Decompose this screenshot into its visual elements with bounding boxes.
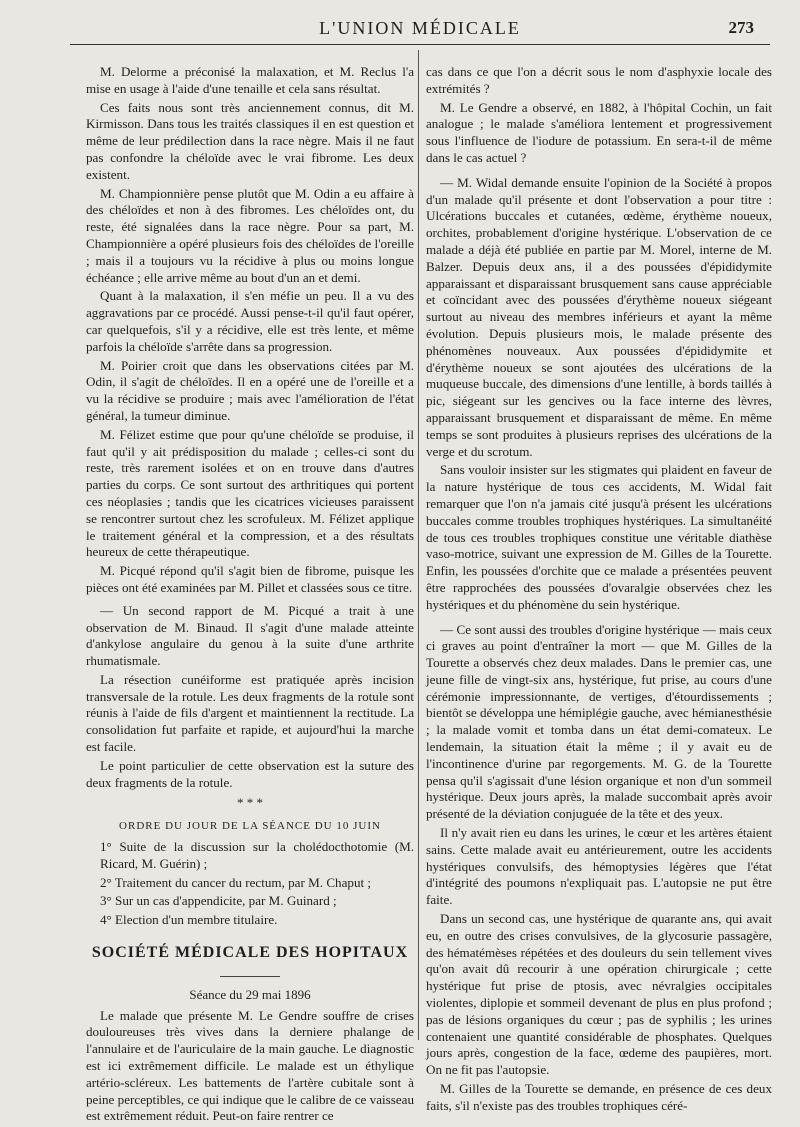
paragraph: Il n'y avait rien eu dans les urines, le cœur et les artères étaient sains. Cette malade avait eu antérieurement, outre les accidents hystériques convulsifs, des hémoptysies légères que l'état d'intégrité des poumons n'expliquait pas. L'autopsie ne put être faite. (426, 825, 772, 908)
paragraph: — M. Widal demande ensuite l'opinion de la Société à propos d'un malade qu'il présente et dont l'observation a pour titre : Ulcérations buccales et cutanées, œdème, érythème noueux, orchites, probablement d'origine hystérique. L'observation de ce malade a déjà été publiée en partie par M. Morel, interne de M. Balzer. Depuis deux ans, il a des poussées d'épididymite apparaissant et disparaissant brusquement sans cause appréciable et coïncidant avec des poussées d'érythème noueux siégeant surtout au niveau des membres inférieurs et ayant la même évolution. Depuis plusieurs mois, le malade présente des phénomènes nouveaux. Aux poussées d'épididymite et d'érythème noueux se sont ajoutées des ulcérations de la muqueuse buccale, des dimensions d'une lentille, à bords taillés à pic, siégeant sur les gencives ou la face interne des lèvres, apparaissant brusquement et disparaissant de même. En même temps se sont produites à plusieurs reprises des ulcérations de la verge et du scrotum. (426, 174, 772, 459)
paragraph: M. Le Gendre a observé, en 1882, à l'hôpital Cochin, un fait analogue ; le malade s'améliora lentement et progressivement sous l'influence de l'iodure de potassium. En sera-t-il de même dans le cas actuel ? (426, 99, 772, 165)
paragraph: — Ce sont aussi des troubles d'origine hystérique — mais ceux ci graves au point d'entraîner la mort — que M. Gilles de la Tourette a observés chez deux malades. Dans le premier cas, une jeune fille de vingt-six ans, hystérique, fut prise, au cours d'une cérémonie impressionnante, de vertiges, d'étourdissements ; bientôt se développa une hémiplégie gauche, avec hémianesthésie ; la malade vomit et tomba dans un état demi-comateux. Le lendemain, la situation était la même ; il y avait eu de l'incontinence d'urine par regorgements. M. G. de la Tourette pensa qu'il s'agissait d'une lésion organique et non d'un sommeil hystérique. Deux jours après, la malade succombait après avoir présenté de la déviation conjuguée de la tête et des yeux. (426, 621, 772, 822)
section-rule (220, 976, 280, 977)
left-column (86, 64, 414, 1127)
paragraph: Ces faits nous sont très anciennement connus, dit M. Kirmisson. Dans tous les traités classiques il en est question et même de leur prédilection dans la race nègre. Mais il ne faut pas confondre la chéloïde avec le vrai fibrome. Les deux existent. (86, 99, 414, 182)
paragraph: M. Gilles de la Tourette se demande, en présence de ces deux faits, s'il n'existe pas des troubles trophiques céré- (426, 1081, 772, 1113)
agenda-title: ORDRE DU JOUR DE LA SÉANCE DU 10 JUIN (119, 820, 381, 833)
paragraph: M. Poirier croit que dans les observations citées par M. Odin, il s'agit de chéloïdes. Il en a opéré une de l'oreille et a vu la récidive se produire ; mais avec l'amélioration de l'état général, la tumeur diminue. (86, 357, 414, 423)
paragraph: La résection cunéiforme est pratiquée après incision transversale de la rotule. Les deux fragments de la rotule sont réunis à l'aide de fils d'argent et maintiennent la rectitude. La consolidation fut parfaite et rapide, et aujourd'hui la marche est facile. (86, 671, 414, 755)
paragraph: M. Félizet estime que pour qu'une chéloïde se produise, il faut qu'il y ait prédisposition du malade ; celles-ci sont du reste, très rarement isolées et on en trouve dans d'autres parties du corps. Ce sont surtout des arthritiques qui portent ces néoplasies ; tandis que les cicatrices vicieuses paraissent se rencontrer surtout chez les scrofuleux. M. Félizet applique le traitement général et la compression, et a des résultats heureux de cette thérapeutique. (86, 426, 414, 560)
paragraph: — Un second rapport de M. Picqué a trait à une observation de M. Binaud. Il s'agit d'une malade atteinte d'ankylose angulaire du genou à la suite d'une arthrite rhumatismale. (86, 602, 414, 669)
section-separator-stars: * * * (237, 795, 263, 811)
journal-title: L'UNION MÉDICALE (319, 18, 521, 38)
session-date: Séance du 29 mai 1896 (189, 986, 311, 1002)
paragraph: M. Picqué répond qu'il s'agit bien de fibrome, puisque les pièces ont été examinées par M. Pillet et classées sous ce titre. (86, 563, 414, 595)
paragraph: Sans vouloir insister sur les stigmates qui plaident en faveur de la nature hystérique de tous ces accidents, M. Widal fait remarquer que l'on n'a jamais cité jusqu'à présent les ulcérations buccales comme troubles trophiques hystériques. La simultanéité de tous ces troubles trophiques constitue une véritable diathèse vaso-motrice, suivant une expression de M. Gilles de la Tourette. Enfin, les poussées d'orchite que ce malade a présentées peuvent être rapprochées des poussées d'ovaralgie observées chez les hystériques et du phénomène du sein hystérique. (426, 462, 772, 612)
paragraph: cas dans ce que l'on a décrit sous le nom d'asphyxie locale des extrémités ? (426, 64, 772, 96)
paragraph: Dans un second cas, une hystérique de quarante ans, qui avait eu, en outre des crises convulsives, de la glycosurie passagère, des hématémèses répétées et des douleurs du sein tellement vives qu'on avait dû recourir à une opération chirurgicale ; cette hystérique fut prise de ptosis, avec névralgies occipitales violentes, diplopie et sommeil devenant de plus en plus profond ; pas de lésions organiques du cœur ; pas de syphilis ; les urines contenaient une quantité considérable de phosphates. Quelques jours après, congestion de la face, œdeme des paupières, mort. On ne fit pas l'autopsie. (426, 911, 772, 1078)
right-column (426, 64, 772, 1117)
running-header (70, 14, 770, 45)
agenda-item: 3° Sur un cas d'appendicite, par M. Guinard ; (100, 893, 337, 909)
paragraph: Le malade que présente M. Le Gendre souffre de crises douloureuses très vives dans la derniere phalange de l'annulaire et de l'auriculaire de la main gauche. Le diagnostic est ici extrêmement difficile. Le malade est un éthylique artério-scléreux. Les battements de l'artère cubitale sont à peine perceptibles, ce qui indique que le calibre de ce vaisseau est extrêmement réduit. Peut-on faire rentrer ce (86, 1007, 414, 1124)
agenda-item: 1° Suite de la discussion sur la cholédocthotomie (M. Ricard, M. Guérin) ; (100, 839, 414, 871)
paragraph: Le point particulier de cette observation est la suture des deux fragments de la rotule. (86, 757, 414, 790)
section-title: SOCIÉTÉ MÉDICALE DES HOPITAUX (91, 944, 409, 962)
agenda-item: 4° Election d'un membre titulaire. (100, 912, 278, 928)
paragraph: Quant à la malaxation, il s'en méfie un peu. Il a vu des aggravations par ce procédé. Aussi pense-t-il qu'il faut opérer, car quelquefois, s'il y a récidive, elle est très lente, et même parfois la chéloïde s'arrête dans sa progression. (86, 288, 414, 354)
agenda-item: 2° Traitement du cancer du rectum, par M. Chaput ; (100, 874, 372, 890)
page-number: 273 (728, 18, 754, 37)
paragraph: M. Delorme a préconisé la malaxation, et M. Reclus l'a mise en usage à l'aide d'une tenaille et cela sans résultat. (86, 64, 414, 96)
paragraph: M. Championnière pense plutôt que M. Odin a eu affaire à des chéloïdes et non à des fibromes. Les chéloïdes ont, du reste, été signalées dans la race nègre. Pour sa part, M. Championnière a opéré plusieurs fois des chéloïdes de l'oreille ; mais il a toujours vu la récidive à plus ou moins longue échéance ; elle arrive même au bout d'un an et demi. (86, 185, 414, 285)
column-divider (418, 50, 419, 1040)
agenda-list (86, 839, 414, 929)
